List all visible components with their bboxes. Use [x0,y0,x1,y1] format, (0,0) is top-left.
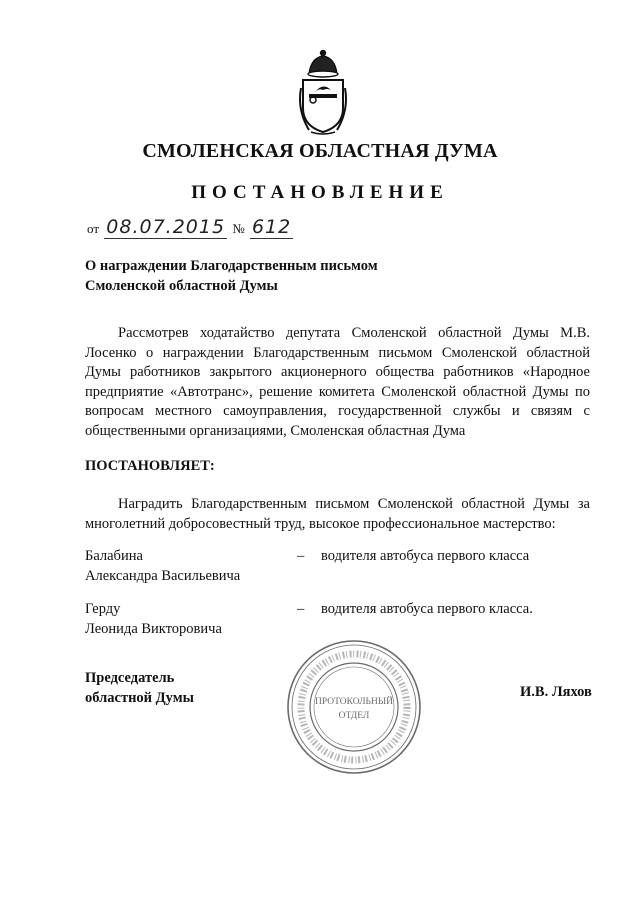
number-label: № [232,221,245,236]
signatory-title-line-1: Председатель [85,670,175,686]
from-label: от [87,221,100,236]
date-number-line [85,216,293,238]
awardee-surname: Герду [85,601,121,617]
resolution-number: 612 [251,216,292,238]
resolution-date: 08.07.2015 [106,216,226,238]
subject-line-1: О награждении Благодарственным письмом [85,258,378,274]
seal-center-text-1: ПРОТОКОЛЬНЫЙ [314,697,394,707]
dash: – [297,548,305,564]
awardee-given-names: Леонида Викторовича [85,620,222,637]
position-text: водителя автобуса первого класса [321,548,530,564]
preamble-text: Рассмотрев ходатайство депутата Смоленской областной Думы М.В. Лосенко о награждении Благодарственным письмом Смоленской областной Думы работников закрытого акционерного общества работников «Народное предприятие «Автотранс», решение комитета Смоленской областной Думы по вопросам местного самоуправления, государственной службы и связям с общественными организациями, Смоленская областная Дума [85,325,590,439]
awardee-position [297,600,533,620]
coat-of-arms-emblem [295,48,351,136]
award-paragraph [85,495,590,534]
preamble-paragraph [85,324,590,441]
subject-heading [85,256,385,296]
awardee-given-names: Александра Васильевича [85,567,241,584]
awardee-surname: Балабина [85,548,143,564]
award-text: Наградить Благодарственным письмом Смоленской областной Думы за многолетний добросовестный труд, высокое профессиональное мастерство: [85,496,590,532]
position-text: водителя автобуса первого класса. [321,601,533,617]
organization-title: СМОЛЕНСКАЯ ОБЛАСТНАЯ ДУМА [142,140,498,162]
official-seal-stamp [285,638,423,776]
decree-word: ПОСТАНОВЛЯЕТ: [85,458,215,474]
signatory-title [85,668,194,708]
awardee-position [297,547,529,567]
signatory-title-line-2: областной Думы [85,690,194,706]
awardee-name [85,600,222,639]
document-type-heading: ПОСТАНОВЛЕНИЕ [191,182,449,203]
signatory-name: И.В. Ляхов [520,684,592,700]
subject-line-2: Смоленской областной Думы [85,278,278,294]
awardee-name [85,547,240,586]
dash: – [297,601,305,617]
seal-center-text-2: ОТДЕЛ [338,711,370,721]
